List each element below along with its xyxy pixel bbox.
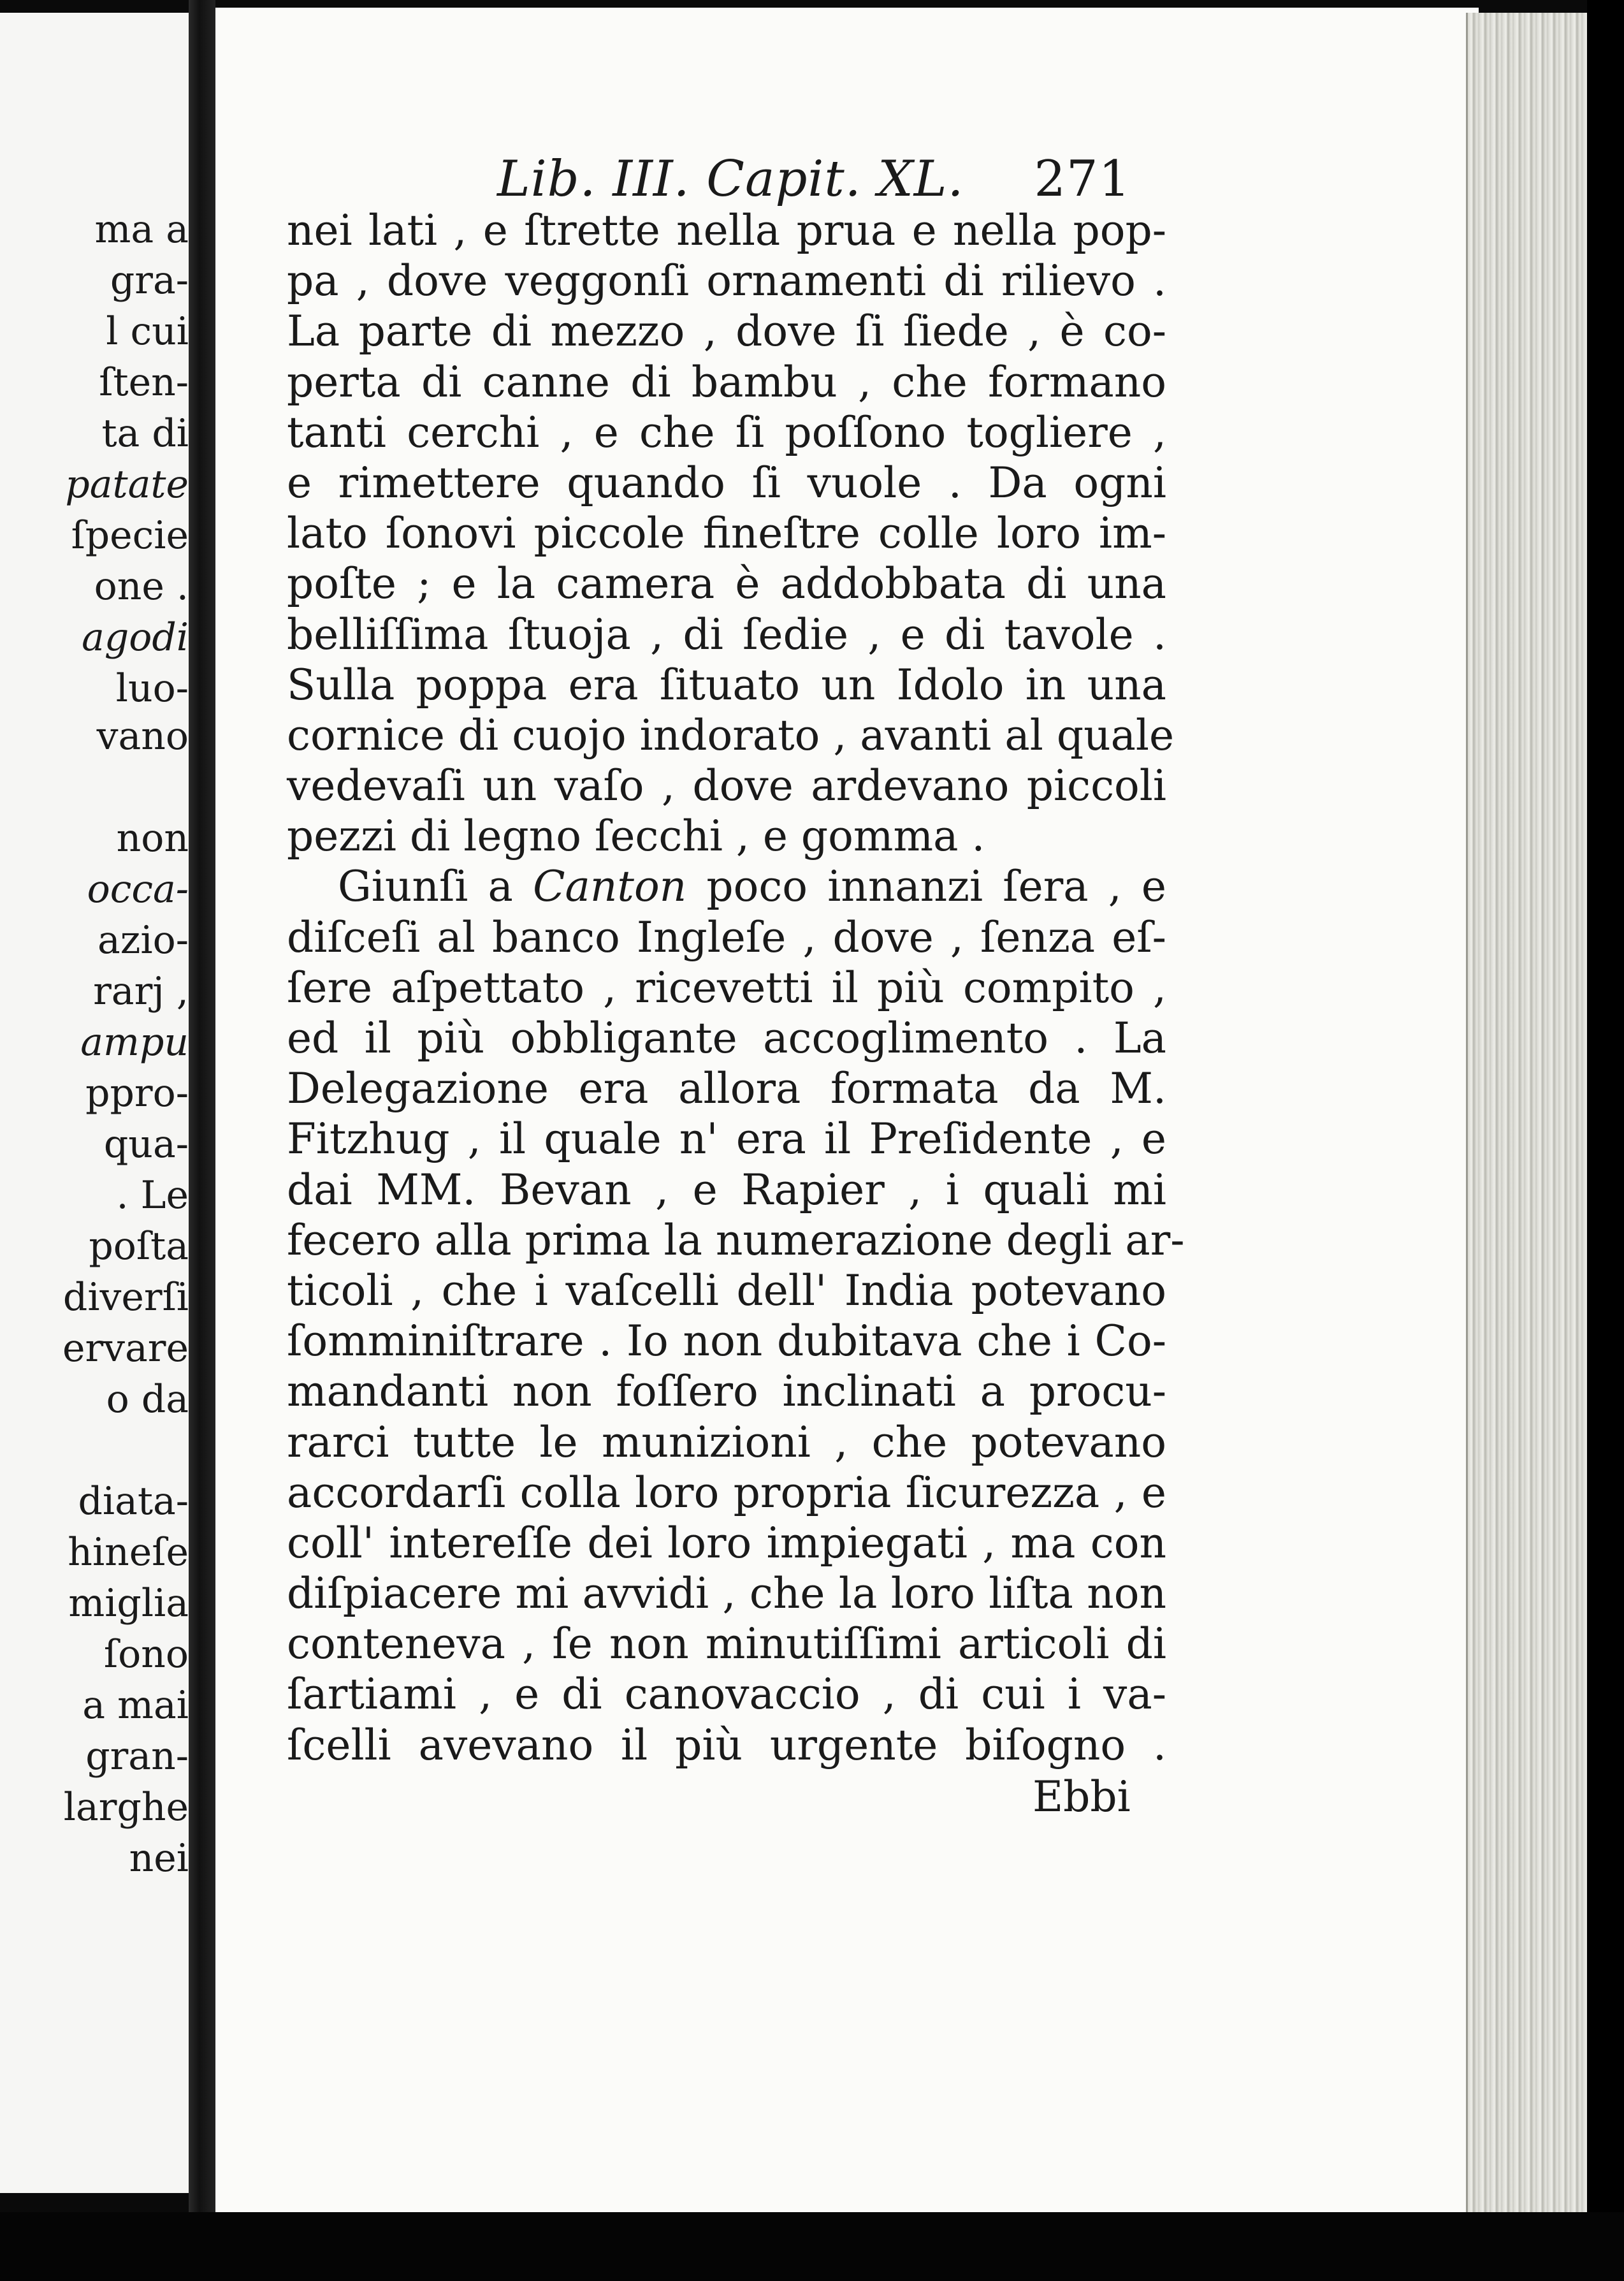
body-text <box>287 205 1185 1770</box>
left-page-line: ervare <box>62 1326 189 1371</box>
left-page-line: ma a <box>94 207 189 252</box>
body-line: pezzi di legno ſecchi , e gomma . <box>287 812 985 861</box>
left-page-line: . Le <box>116 1173 189 1218</box>
left-page-line: hineſe <box>68 1530 189 1575</box>
body-line: perta di canne di bambu , che formano <box>287 357 1166 407</box>
book-gutter <box>189 0 215 2281</box>
left-page-line: ppro- <box>85 1071 189 1116</box>
body-line: mandanti non foſſero inclinati a procu- <box>287 1367 1166 1417</box>
left-page-line: o da <box>106 1377 189 1422</box>
body-line: poſte ; e la camera è addobbata di una <box>287 559 1166 609</box>
left-page-line: qua- <box>103 1122 189 1167</box>
left-facing-page <box>0 13 191 2193</box>
left-page-line: azio- <box>98 918 189 963</box>
left-page-line: patate <box>65 462 189 507</box>
left-page-line: gra- <box>110 258 189 303</box>
left-page-line: ſono <box>103 1632 189 1677</box>
left-page-line: one . <box>94 564 189 609</box>
body-line: diſpiacere mi avvidi , che la loro liſta non <box>287 1569 1166 1619</box>
scan-border-right <box>1587 0 1624 2281</box>
body-line: ed il più obbligante accoglimento . La <box>287 1014 1166 1063</box>
body-line: coll' intereſſe dei loro impiegati , ma con <box>287 1518 1166 1568</box>
left-page-line: ampu <box>80 1020 189 1065</box>
left-page-line: vano <box>96 714 189 759</box>
left-page-line: poſta <box>89 1224 189 1269</box>
page-edges <box>1466 13 1589 2225</box>
scan-border-bottom <box>0 2212 1624 2281</box>
body-line: ticoli , che i vaſcelli dell' India potevano <box>287 1265 1166 1315</box>
body-line: Giunſi a Canton poco innanzi ſera , e <box>338 862 1166 912</box>
body-line: tanti cerchi , e che ſi poſſono togliere , <box>287 407 1166 457</box>
left-page-line: agodi <box>82 615 189 660</box>
left-page-line: diata- <box>78 1479 189 1524</box>
body-line: Sulla poppa era ſituato un Idolo in una <box>287 660 1166 710</box>
body-line: nei lati , e ſtrette nella prua e nella pop- <box>287 206 1166 255</box>
body-line: ſere aſpettato , ricevetti il più compito , <box>287 963 1166 1012</box>
left-page-line: gran- <box>85 1734 189 1779</box>
left-page-line: luo- <box>115 666 189 711</box>
body-line: ſcelli avevano il più urgente biſogno . <box>287 1720 1166 1770</box>
running-header <box>497 150 1131 208</box>
left-page-line: ſpecie <box>71 513 189 558</box>
left-page-line: larghe <box>63 1785 189 1830</box>
left-page-line: non <box>116 816 189 861</box>
page-number: 271 <box>1034 150 1131 208</box>
left-page-line: l cui <box>106 309 189 354</box>
left-page-line: occa- <box>87 867 189 912</box>
body-line: belliſſima ſtuoja , di ſedie , e di tavole . <box>287 609 1166 659</box>
left-page-line: a mai <box>82 1683 189 1728</box>
body-line: cornice di cuojo indorato , avanti al quale <box>287 710 1175 760</box>
catchword: Ebbi <box>1033 1772 1131 1821</box>
body-line: Delegazione era allora formata da M. <box>287 1064 1166 1114</box>
left-page-line: miglia <box>68 1581 189 1626</box>
body-line: ſartiami , e di canovaccio , di cui i va- <box>287 1670 1166 1719</box>
body-line: lato ſonovi piccole fineſtre colle loro im- <box>287 509 1166 558</box>
body-line: accordarſi colla loro propria ſicurezza , e <box>287 1468 1166 1517</box>
left-page-line: rarj , <box>93 969 189 1014</box>
body-line: La parte di mezzo , dove ſi ſiede , è co- <box>287 307 1166 356</box>
body-line: dai MM. Bevan , e Rapier , i quali mi <box>287 1165 1166 1214</box>
body-line: ſomminiſtrare . Io non dubitava che i Co- <box>287 1316 1166 1366</box>
body-line: conteneva , ſe non minutiſſimi articoli di <box>287 1619 1166 1669</box>
body-line: rarci tutte le munizioni , che potevano <box>287 1417 1166 1467</box>
left-page-line: nei <box>129 1836 189 1881</box>
left-page-line: ſten- <box>99 360 189 405</box>
body-line: Fitzhug , il quale n' era il Preſidente , e <box>287 1114 1166 1164</box>
body-line: e rimettere quando ſi vuole . Da ogni <box>287 458 1166 507</box>
left-page-line: diverſi <box>62 1275 189 1320</box>
body-line: fecero alla prima la numerazione degli ar- <box>287 1215 1185 1265</box>
body-line: diſceſi al banco Ingleſe , dove , ſenza eſ- <box>287 912 1166 962</box>
body-line: pa , dove veggonſi ornamenti di rilievo . <box>287 256 1166 306</box>
place-name: Canton <box>533 862 687 912</box>
left-page-line: ta di <box>101 411 189 456</box>
running-title: Lib. III. Capit. XL. <box>497 150 964 208</box>
body-line: vedevaſi un vaſo , dove ardevano piccoli <box>287 761 1166 811</box>
